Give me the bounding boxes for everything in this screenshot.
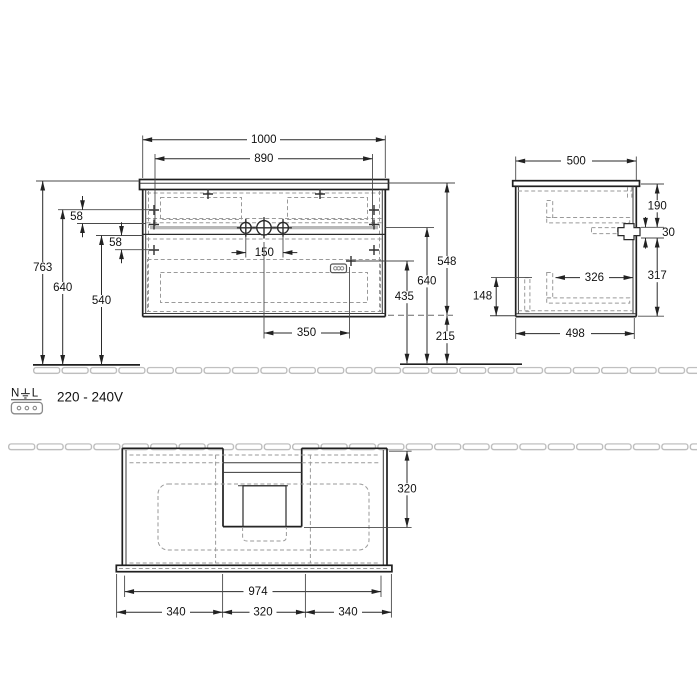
dim-label-340-right: 340 xyxy=(338,606,358,619)
dim-top-inner-width xyxy=(125,576,381,598)
socket-cutout xyxy=(331,264,347,273)
dim-label-498: 498 xyxy=(565,327,585,340)
earth-ground-icon xyxy=(21,388,30,398)
dim-label-320-recess: 320 xyxy=(397,483,417,496)
dim-label-320-front: 320 xyxy=(253,606,273,619)
wall-tile-strip xyxy=(8,443,697,450)
side-interior-dashed xyxy=(518,187,633,312)
top-view xyxy=(116,448,420,618)
dim-label-150: 150 xyxy=(254,246,274,259)
dim-label-340-left: 340 xyxy=(166,606,186,619)
dim-label-763: 763 xyxy=(33,262,53,274)
terminal-n-label: N xyxy=(11,387,20,400)
dim-label-540: 540 xyxy=(91,295,112,307)
dim-label-30: 30 xyxy=(662,227,675,239)
sink-recess xyxy=(223,448,302,526)
dim-side-depth-bottom xyxy=(516,318,635,340)
dim-label-350: 350 xyxy=(296,327,317,340)
dim-label-148: 148 xyxy=(472,290,493,303)
dim-side-inner-depth xyxy=(556,272,634,284)
dim-label-326: 326 xyxy=(584,271,604,284)
dim-label-58-upper: 58 xyxy=(70,210,83,223)
dim-side-left-height xyxy=(471,278,533,316)
dim-label-435: 435 xyxy=(394,291,414,304)
dim-label-548: 548 xyxy=(437,256,457,268)
voltage-label: 220 - 240V xyxy=(57,389,124,405)
tap-hole-markers xyxy=(237,217,292,238)
floor-tile-strip xyxy=(33,367,697,374)
terminal-l-label: L xyxy=(31,387,39,400)
dim-label-640-right: 640 xyxy=(417,275,437,288)
side-view xyxy=(471,155,675,340)
dim-label-890: 890 xyxy=(254,153,274,166)
dim-label-190: 190 xyxy=(647,200,667,213)
power-supply-annotation xyxy=(11,388,123,414)
dim-label-640-left: 640 xyxy=(53,282,73,294)
washbasin-dashed-outline xyxy=(158,484,369,550)
plug-connector-icon xyxy=(11,402,42,413)
dim-socket-offset xyxy=(264,242,350,339)
side-cabinet-outline xyxy=(513,181,640,317)
dim-front-left-heights xyxy=(30,181,155,365)
dim-label-974: 974 xyxy=(248,585,268,598)
top-interior-dashed xyxy=(130,455,381,563)
dim-label-215: 215 xyxy=(435,331,455,344)
dim-label-58-lower: 58 xyxy=(109,236,122,249)
drain-dashed-outline xyxy=(243,527,287,541)
dim-label-1000: 1000 xyxy=(251,134,277,147)
dim-side-right-heights xyxy=(638,184,675,316)
front-view xyxy=(30,134,460,365)
dim-side-depth xyxy=(516,155,637,180)
dim-label-500: 500 xyxy=(566,155,586,168)
dim-label-317: 317 xyxy=(647,270,667,283)
